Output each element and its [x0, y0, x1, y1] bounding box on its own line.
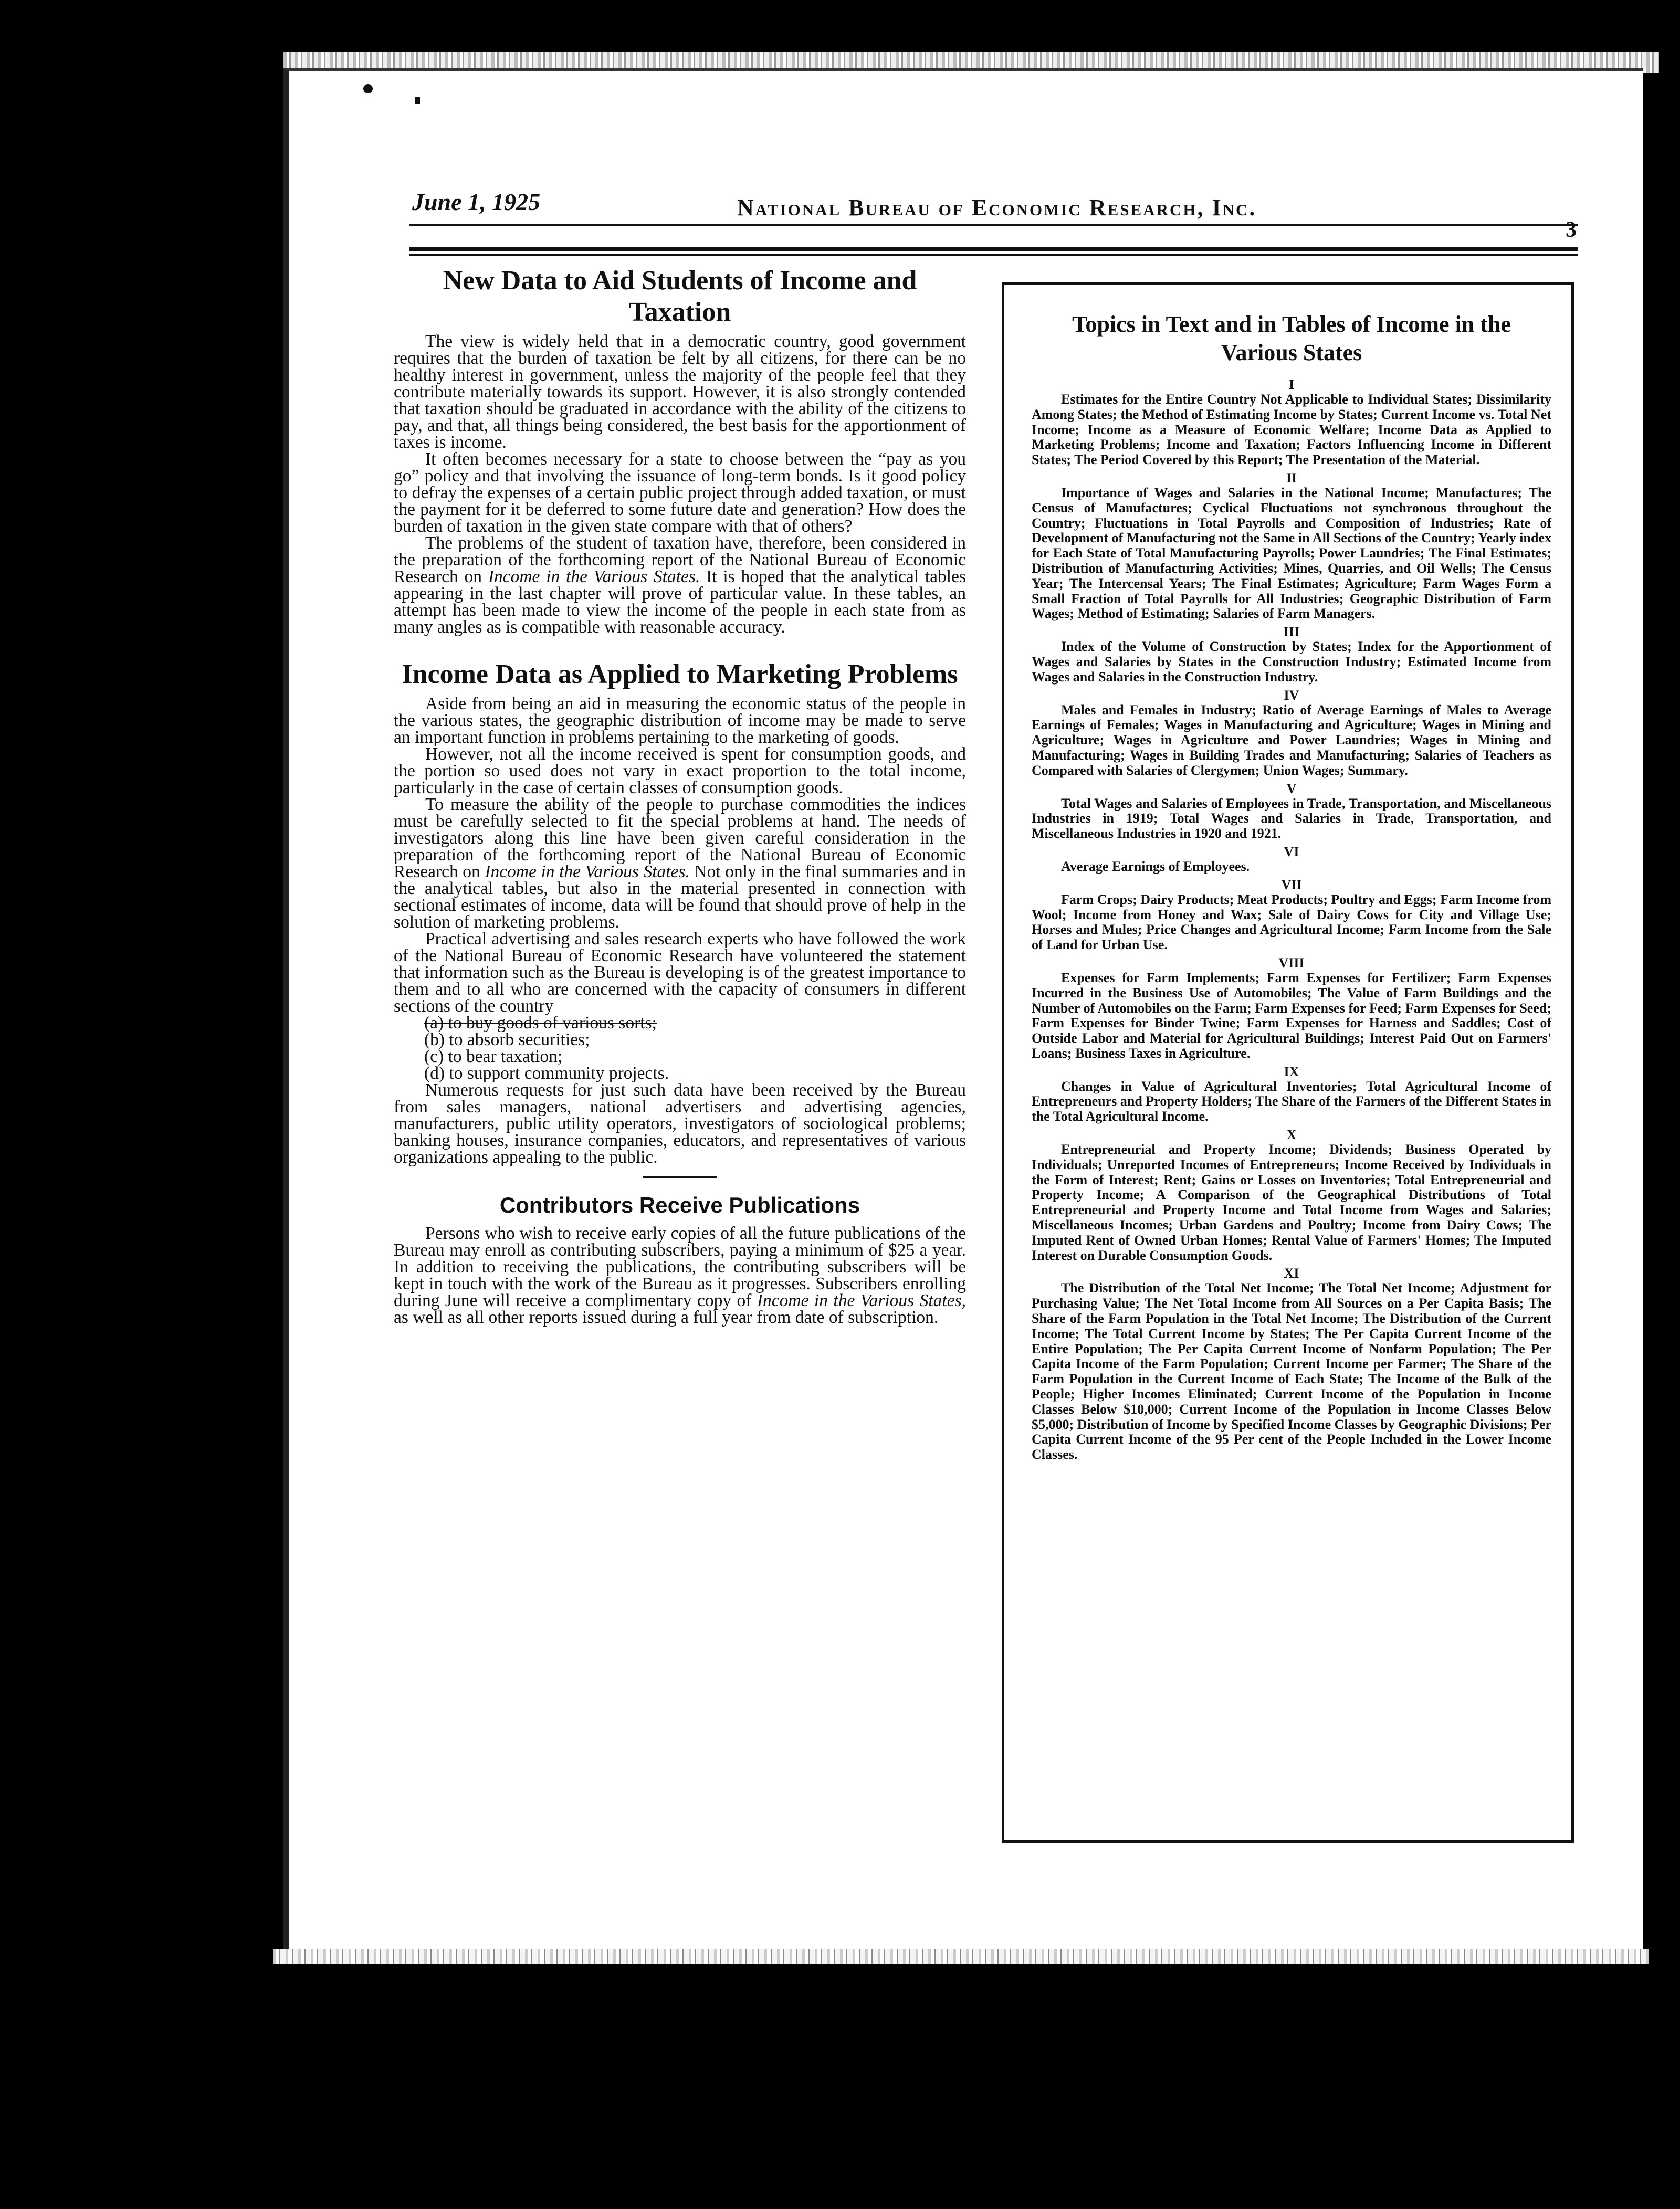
- section-numeral: IX: [1284, 1064, 1299, 1079]
- section-topics: Average Earnings of Employees.: [1061, 858, 1250, 874]
- publication-title: National Bureau of Economic Research, Inc.: [737, 195, 1257, 220]
- section-numeral: II: [1286, 470, 1297, 486]
- section-topics: Entrepreneurial and Property Income; Dividends; Business Operated by Individuals; Unreported Incomes of Entrepreneurs; Income Received by Individuals in the Form of Interest; Rent; Gains or Losses on Inventories; Total Entrepreneurial and Property Income; A Comparison of the Geographical Distributions of Total Entrepreneurial and Property Income and Total Income from Wages and Salaries; Miscellaneous Incomes; Urban Gardens and Poultry; Income from Dairy Cows; The Imputed Rent of Owned Urban Homes; Rental Value of Farmers' Homes; The Imputed Interest on Durable Consumption Goods.: [1032, 1142, 1551, 1263]
- text-run: To measure the ability of the people to purchase commodities the indices must be carefully selected to fit the special problems at hand. The needs of investigators along this line have been given careful consideration in the preparation of the forthcoming report of the National Bureau of Economic Research on: [394, 795, 966, 881]
- topics-box: [1002, 282, 1574, 1843]
- section-topics: Index of the Volume of Construction by States; Index for the Apportionment of Wages and Salaries by States in the Construction Industry; Estimated Income from Wages and Salaries in the Construction Industry.: [1032, 639, 1551, 685]
- section-topics: Importance of Wages and Salaries in the National Income; Manufactures; The Census of Manufactures; Cyclical Fluctuations not synchronous throughout the Country; Fluctuations in Total Payrolls and Composition of Industries; Rate of Development of Manufacturing not the Same in All Sections of the Country; Yearly index for Each State of Total Manufacturing Payrolls; Power Laundries; The Final Estimates; Distribution of Manufacturing Activities; Mines, Quarries, and Oil Wells; The Census Year; The Intercensal Years; The Final Estimates; Agriculture; Farm Wages Form a Small Fraction of Total Payrolls for All Industries; Geographic Distribution of Farm Wages; Method of Estimating; Salaries of Farm Managers.: [1032, 485, 1551, 622]
- section-topics: Total Wages and Salaries of Employees in Trade, Transportation, and Miscellaneous Industries in 1919; Total Wages and Salaries in Trade, Transportation, and Miscellaneous Industries in 1920 and 1921.: [1032, 795, 1551, 841]
- section-topics: Expenses for Farm Implements; Farm Expenses for Fertilizer; Farm Expenses Incurred in the Business Use of Automobiles; The Value of Farm Buildings and the Number of Automobiles on the Farm; Farm Expenses for Feed; Farm Expenses for Seed; Farm Expenses for Binder Twine; Farm Expenses for Harness and Saddles; Cost of Outside Labor and Material for Agricultural Buildings; Interest Paid Out on Farmers' Loans; Business Taxes in Agriculture.: [1032, 970, 1551, 1061]
- header-rule-double: [410, 254, 1578, 256]
- section-numeral: XI: [1284, 1266, 1299, 1281]
- list-item: (a) to buy goods of various sorts;: [424, 1013, 657, 1033]
- section-topics: Changes in Value of Agricultural Inventories; Total Agricultural Income of Entrepreneurs and Property Holders; The Share of the Farmers of the Different States in the Total Agricultural Income.: [1032, 1078, 1551, 1124]
- scan-speck: [415, 97, 420, 104]
- paragraph: Numerous requests for just such data have been received by the Bureau from sales managers, national advertisers and advertising agencies, manufacturers, public utility operators, investigators of sociological problems; banking houses, insurance companies, educators, and representatives of various organizations appealing to the public.: [394, 1080, 966, 1167]
- text-run: The problems of the student of taxation have, therefore, been considered in the preparation of the forthcoming report of the National Bureau of Economic Research on: [394, 533, 966, 586]
- scan-edge-bottom: [273, 1949, 1648, 1964]
- paragraph: Practical advertising and sales research experts who have followed the work of the National Bureau of Economic Research have volunteered the statement that information such as the Bureau is developing is of the greatest importance to them and to all who are concerned with the capacity of consumers in different sections of the country: [394, 929, 966, 1016]
- paragraph: [394, 535, 966, 636]
- section-numeral: V: [1286, 781, 1297, 796]
- book-title: Income in the Various States,: [757, 1291, 966, 1310]
- issue-date: June 1, 1925: [412, 188, 541, 215]
- text-run: It is hoped that the analytical tables appearing in the last chapter will prove of particular value. In these tables, an attempt has been made to view the income of the people in each state from as many angles as is compatible with reasonable accuracy.: [394, 567, 966, 637]
- section-topics: Farm Crops; Dairy Products; Meat Products; Poultry and Eggs; Farm Income from Wool; Income from Honey and Wax; Sale of Dairy Cows for City and Village Use; Horses and Mules; Price Changes and Agricultural Income; Farm Income from the Sale of Land for Urban Use.: [1032, 891, 1551, 953]
- list-item: (d) to support community projects.: [424, 1064, 669, 1083]
- topics-title: Topics in Text and in Tables of Income in the Various States: [1072, 311, 1511, 365]
- text-run: as well as all other reports issued during a full year from date of subscription.: [394, 1308, 939, 1327]
- paragraph: It often becomes necessary for a state to choose between the “pay as you go” policy and that involving the issuance of long-term bonds. Is it good policy to defray the expenses of a certain public project through added taxation, or must the payment for it be deferred to some future date and generation? How does the burden of taxation in the given state compare with that of others?: [394, 449, 966, 536]
- article-title-contributors: Contributors Receive Publications: [499, 1193, 860, 1217]
- section-numeral: I: [1288, 377, 1295, 392]
- section-numeral: VI: [1284, 844, 1299, 859]
- section-topics: Males and Females in Industry; Ratio of Average Earnings of Males to Average Earnings of Females; Wages in Manufacturing and Agriculture; Wages in Mining and Agriculture; Wages in Agriculture and Power Laundries; Wages in Mining and Manufacturing; Wages in Building Trades and Manufacturing; Salaries of Teachers as Compared with Salaries of Clergymen; Union Wages; Summary.: [1032, 702, 1551, 778]
- capacity-list: [394, 1015, 966, 1082]
- book-title: Income in the Various States.: [485, 862, 690, 881]
- article-title-marketing: Income Data as Applied to Marketing Problems: [402, 659, 958, 689]
- paragraph: The view is widely held that in a democratic country, good government requires that the burden of taxation be felt by all citizens, for there can be no healthy interest in government, unless the majority of the people feel that they contribute materially towards its support. However, it is also strongly contended that taxation should be graduated in accordance with the ability of the citizens to pay, and that, all things being considered, the best basis for the apportionment of taxes is income.: [394, 332, 966, 452]
- section-numeral: IV: [1284, 687, 1299, 703]
- section-topics: The Distribution of the Total Net Income; The Total Net Income; Adjustment for Purchasing Value; The Net Total Income from All Sources on a Per Capita Basis; The Share of the Farm Population in the Total Net Income; The Distribution of the Current Income; The Total Current Income by States; The Per Capita Current Income of the Entire Population; The Per Capita Current Income of Nonfarm Population; The Per Capita Income of the Farm Population; Current Income per Farmer; The Share of the Farm Population in the Current Income of Each State; The Income of the Bulk of the People; Higher Incomes Eliminated; Current Income of the Population in Income Classes Below $10,000; Current Income of the Population in Income Classes Below $5,000; Distribution of Income by Specified Income Classes by Geographic Divisions; Per Capita Current Income of the 95 Per cent of the People Included in the Lower Income Classes.: [1032, 1280, 1551, 1463]
- list-item: (c) to bear taxation;: [424, 1047, 563, 1066]
- paragraph: However, not all the income received is spent for consumption goods, and the portion so used does not vary in exact proportion to the total income, particularly in the case of certain classes of consumption goods.: [394, 744, 966, 797]
- section-numeral: X: [1286, 1127, 1297, 1143]
- text-run: Not only in the final summaries and in the analytical tables, but also in the material presented in connection with sectional estimates of income, data will be found that should prove of help in the solution of marketing problems.: [394, 862, 966, 932]
- section-numeral: VIII: [1278, 955, 1305, 971]
- left-column: [394, 265, 966, 1326]
- scan-speck: [363, 84, 373, 93]
- text-run: Persons who wish to receive early copies of all the future publications of the Bureau may enroll as contributing subscribers, paying a minimum of $25 a year. In addition to receiving the publications, the contributing subscribers will be kept in touch with the work of the Bureau as it progresses. Subscribers enrolling during June will receive a complimentary copy of: [394, 1224, 966, 1310]
- section-numeral: VII: [1281, 877, 1302, 892]
- list-item: (b) to absorb securities;: [424, 1030, 590, 1049]
- book-title: Income in the Various States.: [488, 567, 700, 586]
- page-number: 3: [1566, 218, 1577, 242]
- paragraph: Aside from being an aid in measuring the economic status of the people in the various states, the geographic distribution of income may be made to serve an important function in problems pertaining to the marketing of goods.: [394, 694, 966, 747]
- article-title-taxation: New Data to Aid Students of Income and Taxation: [443, 266, 917, 327]
- header-rule: [410, 224, 1578, 226]
- paragraph: [394, 796, 966, 931]
- header-rule-thick: [410, 247, 1578, 251]
- section-divider: [643, 1176, 717, 1178]
- section-topics: Estimates for the Entire Country Not Applicable to Individual States; Dissimilarity Among States; the Method of Estimating Income by States; Current Income vs. Total Net Income; Income as a Measure of Economic Welfare; Income Data as Applied to Marketing Problems; Income and Taxation; Factors Influencing Income in Different States; The Period Covered by this Report; The Presentation of the Material.: [1032, 392, 1551, 468]
- section-numeral: III: [1283, 624, 1300, 640]
- paragraph: [394, 1225, 966, 1326]
